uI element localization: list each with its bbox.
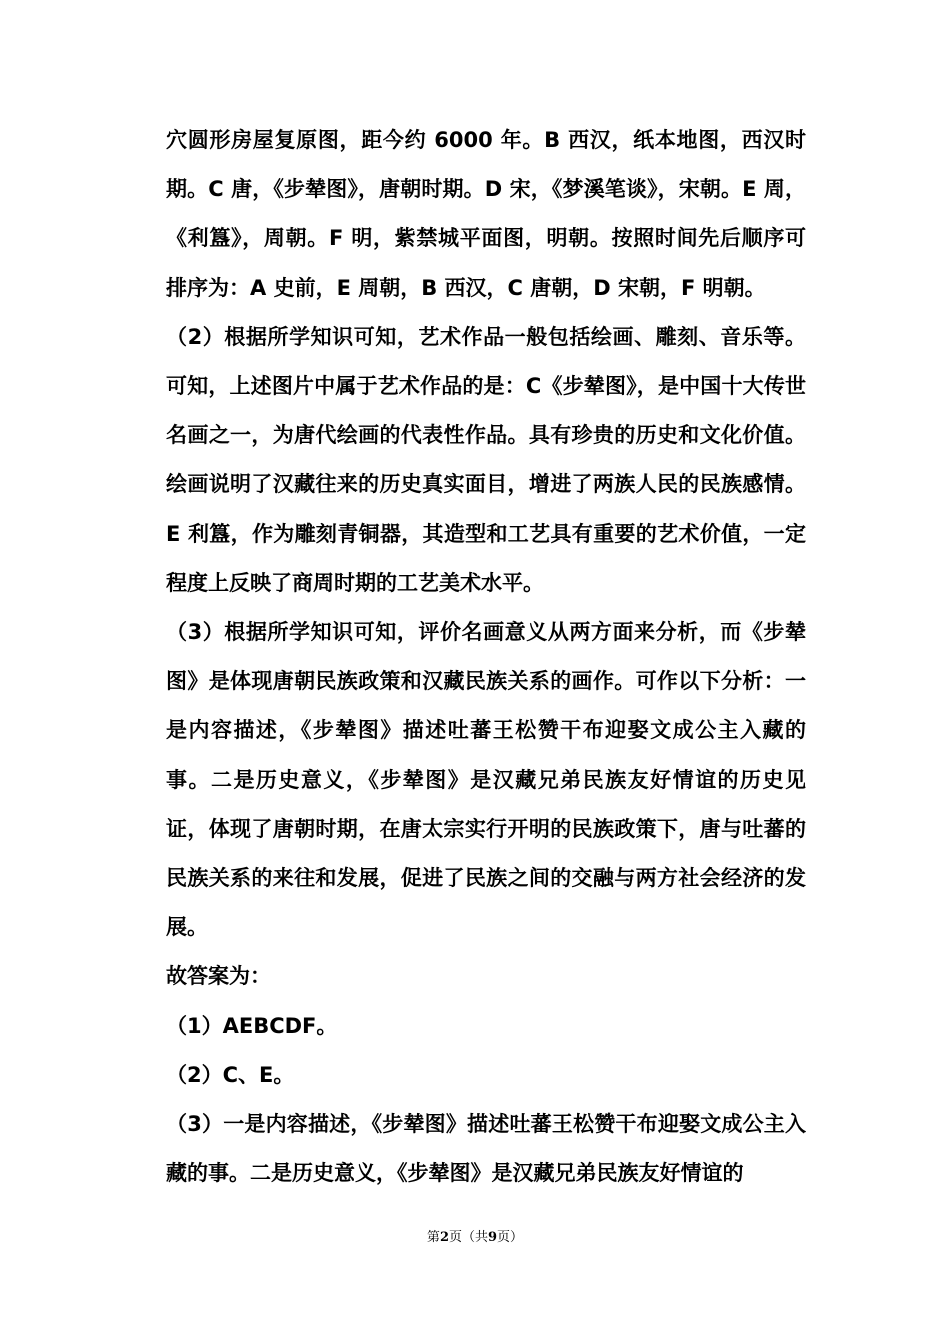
- footer-page-number: 2: [439, 1230, 449, 1245]
- paragraph-1: 穴圆形房屋复原图，距今约 6000 年。B 西汉，纸本地图，西汉时期。C 唐，《步辇图》，唐朝时期。D 宋，《梦溪笔谈》，宋朝。E 周，《利簋》，周朝。F 明，紫禁城平面图，明朝。按照时间先后顺序可排序为：A 史前，E 周朝，B 西汉，C 唐朝，D 宋朝，F 明朝。: [166, 128, 806, 300]
- body-text: [166, 116, 806, 1198]
- footer-suffix: 页）: [497, 1230, 524, 1245]
- paragraph-answer-3: （3）一是内容描述，《步辇图》描述吐蕃王松赞干布迎娶文成公主入藏的事。二是历史意义，《步辇图》是汉藏兄弟民族友好情谊的: [166, 1112, 806, 1186]
- footer-prefix: 第: [426, 1230, 440, 1245]
- paragraph-2: （2）根据所学知识可知，艺术作品一般包括绘画、雕刻、音乐等。可知，上述图片中属于艺术作品的是：C《步辇图》，是中国十大传世名画之一，为唐代绘画的代表性作品。具有珍贵的历史和文化价值。绘画说明了汉藏往来的历史真实面目，增进了两族人民的民族感情。E 利簋，作为雕刻青铜器，其造型和工艺具有重要的艺术价值，一定程度上反映了商周时期的工艺美术水平。: [166, 324, 806, 595]
- footer-middle: 页（共: [448, 1230, 488, 1245]
- paragraph-answer-2: （2）C、E。: [166, 1062, 295, 1087]
- paragraph-answer-1: （1）AEBCDF。: [166, 1013, 338, 1038]
- paragraph-3: （3）根据所学知识可知，评价名画意义从两方面来分析，而《步辇图》是体现唐朝民族政策和汉藏民族关系的画作。可作以下分析：一是内容描述，《步辇图》描述吐蕃王松赞干布迎娶文成公主入藏的事。二是历史意义，《步辇图》是汉藏兄弟民族友好情谊的历史见证，体现了唐朝时期，在唐太宗实行开明的民族政策下，唐与吐蕃的民族关系的来往和发展，促进了民族之间的交融与两方社会经济的发展。: [166, 620, 806, 940]
- footer-total-pages: 9: [488, 1230, 498, 1245]
- page-footer: [0, 1226, 950, 1245]
- paragraph-answer-heading: 故答案为：: [166, 964, 271, 989]
